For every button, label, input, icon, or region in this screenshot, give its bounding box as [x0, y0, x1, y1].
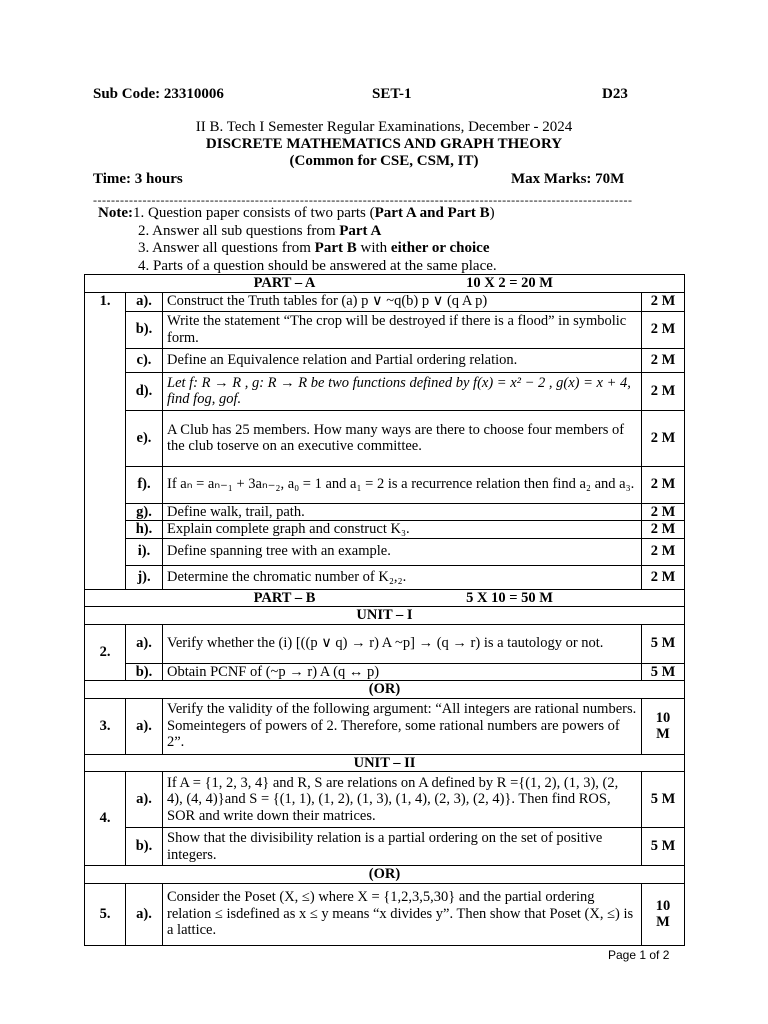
question-text: Determine the chromatic number of K₂,₂. [163, 565, 642, 589]
unit-1-header: UNIT – I [85, 607, 685, 625]
sub-label: c). [126, 348, 163, 372]
question-table [84, 274, 685, 946]
marks: 5 M [642, 772, 685, 828]
note-4: 4. Parts of a question should be answered at the same place. [138, 257, 497, 274]
max-marks: Max Marks: 70M [511, 171, 625, 187]
marks: 5 M [642, 828, 685, 866]
sub-code: Sub Code: 23310006 [93, 86, 224, 102]
note-3-bold: Part B [314, 240, 357, 256]
dashed-divider: ------------------------------------------------------------------------------------------------------------------------ [93, 193, 633, 207]
note-1-bold: Part A and Part B [374, 205, 490, 221]
sub-label: b). [126, 828, 163, 866]
question-number: 1. [85, 292, 126, 589]
sub-label: a). [126, 624, 163, 663]
question-text: Explain complete graph and construct K₃. [163, 521, 642, 539]
note-3-choice: either or choice [390, 240, 490, 256]
sub-label: d). [126, 372, 163, 410]
time-label: Time: 3 hours [93, 171, 183, 187]
part-b-marks: 5 X 10 = 50 M [466, 589, 553, 606]
sub-label: h). [126, 521, 163, 539]
marks: 2 M [642, 521, 685, 539]
marks-unit: M [656, 726, 670, 742]
set-label: SET-1 [372, 86, 412, 102]
marks-unit: M [656, 914, 670, 930]
note-2-bold: Part A [339, 222, 382, 239]
marks: 2 M [642, 503, 685, 521]
question-text: Verify whether the (i) [((p ∨ q) → r) A ~p] → (q → r) is a tautology or not. [163, 624, 642, 663]
question-text: Let f: R → R , g: R → R be two functions defined by f(x) = x² − 2 , g(x) = x + 4, find fog, gof. [163, 372, 642, 410]
note-3: 3. Answer all questions from [138, 240, 315, 256]
question-text: If aₙ = aₙ₋₁ + 3aₙ₋₂, a₀ = 1 and a₁ = 2 is a recurrence relation then find a₂ and a₃. [163, 466, 642, 503]
marks-value: 10 [655, 709, 671, 726]
question-number: 4. [85, 772, 126, 866]
question-text: A Club has 25 members. How many ways are there to choose four members of the club toserve on an executive committee. [163, 410, 642, 466]
marks: 2 M [642, 466, 685, 503]
note-label: Note: [98, 205, 133, 221]
or-divider: (OR) [85, 866, 685, 884]
sub-label: j). [126, 565, 163, 589]
note-3-mid: with [356, 240, 391, 256]
marks: 2 M [642, 538, 685, 565]
sub-label: b). [126, 663, 163, 681]
sub-label: i). [126, 538, 163, 565]
part-a-header [85, 275, 685, 293]
note-1-end: ) [489, 205, 495, 221]
question-text: Define walk, trail, path. [163, 503, 642, 521]
marks: 2 M [642, 410, 685, 466]
question-number: 3. [85, 698, 126, 754]
marks-value: 10 [655, 897, 671, 914]
or-divider: (OR) [85, 681, 685, 699]
part-b-title: PART – B [253, 589, 316, 606]
question-text: Define spanning tree with an example. [163, 538, 642, 565]
sub-label: a). [126, 772, 163, 828]
common-branches: (Common for CSE, CSM, IT) [289, 153, 479, 169]
part-a-title: PART – A [253, 275, 316, 291]
marks: 2 M [642, 348, 685, 372]
marks: 2 M [642, 372, 685, 410]
unit-2-header: UNIT – II [85, 754, 685, 772]
question-text: If A = {1, 2, 3, 4} and R, S are relations on A defined by R ={(1, 2), (1, 3), (2, 4), (4, 4)}and S = {(1, 1), (1, 2), (1, 3), (1, 4), (2, 3), (2, 4)}. Then find ROS, SOR and write down their matrices. [163, 772, 642, 828]
question-text: Construct the Truth tables for (a) p ∨ ~q(b) p ∨ (q A p) [163, 292, 642, 311]
marks [642, 698, 685, 754]
note-1: 1. Question paper consists of two parts ( [132, 205, 375, 221]
question-text: Consider the Poset (X, ≤) where X = {1,2,3,5,30} and the partial ordering relation ≤ isdefined as x ≤ y means “x divides y”. Then show that Poset (X, ≤) is a lattice. [163, 883, 642, 945]
note-2: 2. Answer all sub questions from [138, 222, 340, 239]
sub-label: e). [126, 410, 163, 466]
marks: 2 M [642, 311, 685, 348]
paper-code: D23 [602, 86, 628, 102]
question-number: 2. [85, 624, 126, 681]
instructions [98, 205, 497, 275]
marks: 5 M [642, 663, 685, 681]
part-a-marks: 10 X 2 = 20 M [466, 275, 553, 291]
sub-label: a). [126, 883, 163, 945]
exam-title: II B. Tech I Semester Regular Examinations, December - 2024 [195, 119, 573, 135]
question-text: Verify the validity of the following argument: “All integers are rational numbers. Someintegers of powers of 2. Therefore, some rational numbers are powers of 2”. [163, 698, 642, 754]
sub-label: f). [126, 466, 163, 503]
marks [642, 883, 685, 945]
sub-label: g). [126, 503, 163, 521]
part-b-header [85, 589, 685, 607]
page-number: Page 1 of 2 [608, 948, 670, 962]
sub-label: b). [126, 311, 163, 348]
marks: 2 M [642, 565, 685, 589]
subject-title: DISCRETE MATHEMATICS AND GRAPH THEORY [205, 136, 563, 152]
marks: 5 M [642, 624, 685, 663]
sub-label: a). [126, 292, 163, 311]
question-text: Show that the divisibility relation is a partial ordering on the set of positive integers. [163, 828, 642, 866]
question-text: Write the statement “The crop will be destroyed if there is a flood” in symbolic form. [163, 311, 642, 348]
sub-label: a). [126, 698, 163, 754]
question-text: Define an Equivalence relation and Partial ordering relation. [163, 348, 642, 372]
question-text: Obtain PCNF of (~p → r) A (q ↔ p) [163, 663, 642, 681]
marks: 2 M [642, 292, 685, 311]
question-number: 5. [85, 883, 126, 945]
